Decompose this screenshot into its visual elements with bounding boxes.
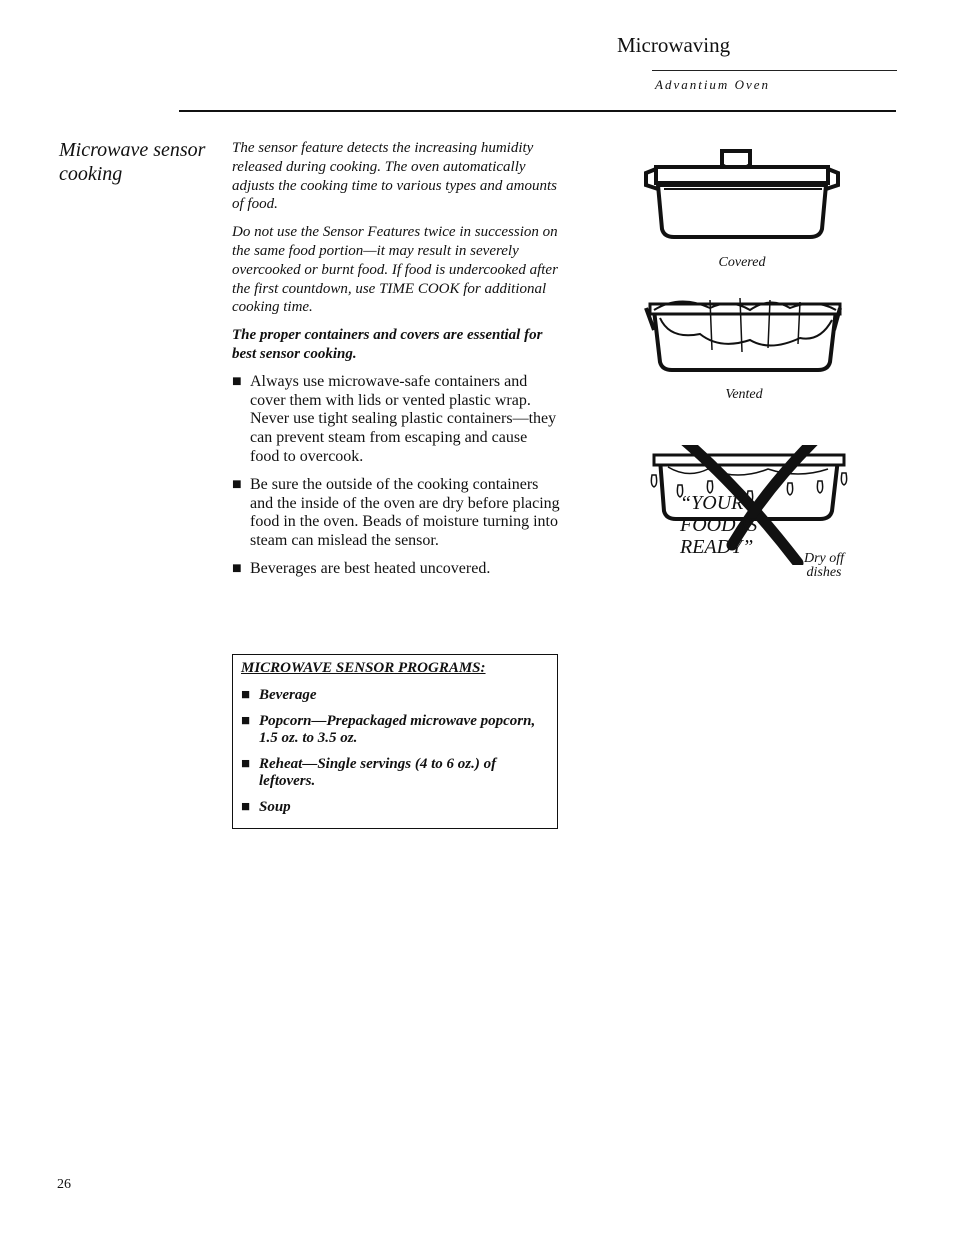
bullet-text: Beverages are best heated uncovered.	[250, 559, 491, 577]
display-text-line: “YOUR	[680, 492, 744, 514]
programs-title: MICROWAVE SENSOR PROGRAMS:	[241, 660, 486, 676]
container-illustrations	[630, 140, 860, 590]
covered-caption: Covered	[718, 255, 766, 270]
emphasis-paragraph: The proper containers and covers are essential for best sensor cooking.	[232, 327, 543, 362]
program-item	[241, 687, 549, 705]
dry-off-caption	[794, 552, 854, 580]
caption-line: Dry off	[803, 551, 845, 566]
sensor-programs-box	[232, 654, 558, 829]
program-item	[241, 799, 549, 817]
display-readout	[680, 492, 757, 558]
square-bullet-icon: ■	[241, 687, 251, 703]
main-text-column	[232, 139, 560, 588]
section-title: Microwave sensor cooking	[59, 139, 206, 185]
header-divider-short	[652, 70, 897, 71]
square-bullet-icon: ■	[241, 798, 251, 815]
program-text: Popcorn—Prepackaged microwave popcorn, 1.5 oz. to 3.5 oz.	[259, 712, 536, 746]
program-text: Reheat—Single servings (4 to 6 oz.) of leftovers.	[259, 755, 497, 789]
square-bullet-icon: ■	[241, 712, 251, 729]
header-divider	[179, 110, 896, 112]
program-text: Soup	[259, 798, 291, 815]
list-item	[232, 476, 560, 551]
program-item	[241, 756, 549, 791]
covered-dish-icon	[640, 145, 850, 245]
vented-caption: Vented	[725, 387, 763, 402]
chapter-subtitle: Advantium Oven	[655, 77, 771, 92]
bullet-text: Always use microwave-safe containers and cover them with lids or vented plastic wrap. Never use tight sealing plastic containers—they can prevent steam from escaping and cause food to overcook.	[250, 372, 557, 465]
intro-paragraph-2: Do not use the Sensor Features twice in succession on the same food portion—it may result in severely overcooked or burnt food. If food is undercooked after the first countdown, use TIME COOK for additional cooking time.	[232, 224, 558, 316]
program-item	[241, 713, 549, 748]
chapter-title: Microwaving	[617, 33, 731, 57]
square-bullet-icon: ■	[232, 559, 242, 577]
display-text-line: FOOD IS	[680, 514, 758, 536]
intro-paragraph-1: The sensor feature detects the increasing humidity released during cooking. The oven automatically adjusts the cooking time to various types and amounts of food.	[232, 140, 557, 213]
list-item	[232, 373, 560, 467]
display-text-line: READY”	[680, 536, 754, 558]
list-item	[232, 560, 560, 579]
vented-dish-icon	[640, 290, 850, 380]
bullet-text: Be sure the outside of the cooking containers and the inside of the oven are dry before placing food in the oven. Beads of moisture turning into steam can mislead the sensor.	[250, 475, 560, 550]
square-bullet-icon: ■	[232, 475, 242, 493]
page-number: 26	[57, 1177, 71, 1192]
square-bullet-icon: ■	[232, 372, 242, 390]
caption-line: dishes	[806, 565, 842, 580]
program-text: Beverage	[259, 687, 317, 703]
square-bullet-icon: ■	[241, 755, 251, 772]
